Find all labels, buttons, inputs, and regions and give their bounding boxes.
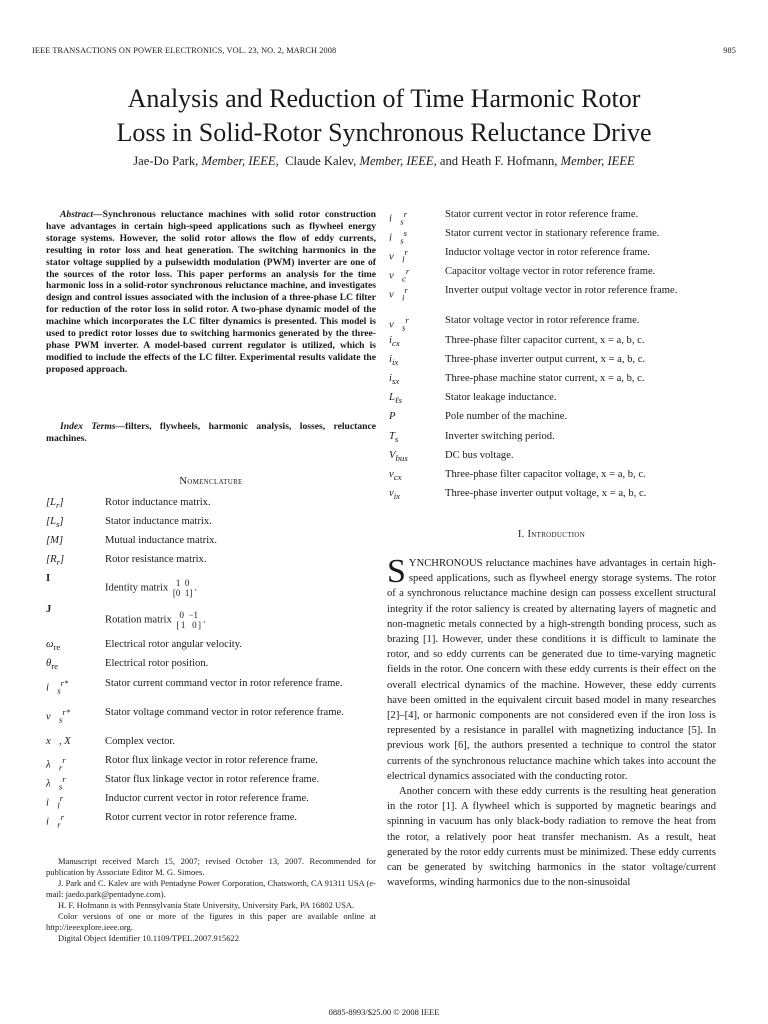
author-3-membership: Member, IEEE xyxy=(560,154,635,168)
definition: Complex vector. xyxy=(105,736,176,747)
definition: Identity matrix [1 0 0 1] . xyxy=(105,578,198,598)
introduction-body xyxy=(387,553,716,890)
drop-cap: S xyxy=(387,553,406,590)
definition: Inductor voltage vector in rotor reference frame. xyxy=(445,247,651,258)
title-line-1: Analysis and Reduction of Time Harmonic Rotor xyxy=(127,84,641,113)
definition: Three-phase filter capacitor current, x = a, b, c. xyxy=(445,335,645,346)
definition: Stator voltage vector in rotor reference frame. xyxy=(445,315,640,326)
symbol: $\theta_{re}$ xyxy=(46,658,59,672)
symbol: $i⃗_s^r$ xyxy=(389,209,408,227)
nomenclature-right xyxy=(387,209,716,509)
symbol: $[L_s]$ xyxy=(46,516,64,530)
definition: Three-phase inverter output current, x = a, b, c. xyxy=(445,354,646,365)
symbol: $v⃗_l^r$ xyxy=(389,247,408,265)
definition: Mutual inductance matrix. xyxy=(105,535,218,546)
definition: Three-phase machine stator current, x = a, b, c. xyxy=(445,373,645,384)
definition: Stator current command vector in rotor reference frame. xyxy=(105,678,343,689)
symbol: $v⃗_i^r$ xyxy=(389,285,408,303)
symbol: $i⃗_s^s$ xyxy=(389,228,408,246)
paper-title xyxy=(20,82,748,150)
author-1: Jae-Do Park, xyxy=(133,154,199,168)
definition: Pole number of the machine. xyxy=(445,411,568,422)
definition: Rotation matrix [0 −1 1 0] . xyxy=(105,610,206,630)
symbol: $i_{sx}$ xyxy=(389,373,400,387)
definition: Rotor inductance matrix. xyxy=(105,497,211,508)
journal-info: IEEE TRANSACTIONS ON POWER ELECTRONICS, VOL. 23, NO. 2, MARCH 2008 xyxy=(32,46,337,55)
symbol: $i_{cx}$ xyxy=(389,335,400,349)
footnote-doi: Digital Object Identifier 10.1109/TPEL.2007.915622 xyxy=(58,933,239,943)
footnote-received: Manuscript received March 15, 2007; revised October 13, 2007. Recommended for publication by Associate Editor M. G. Simoes. xyxy=(46,856,376,877)
page-number: 985 xyxy=(723,46,736,55)
definition: Rotor current vector in rotor reference frame. xyxy=(105,812,298,823)
symbol: x⃗, X⃗ xyxy=(46,736,79,747)
author-1-membership: Member, IEEE xyxy=(201,154,276,168)
abstract-label: Abstract— xyxy=(60,209,103,220)
nomenclature-heading: Nomenclature xyxy=(179,476,243,487)
intro-paragraph-2: Another concern with these eddy currents is the resulting heat generation in the rotor [1]. A flywheel which is supported by magnetic bearings and spinning in vacuum has only black-body radiation to remove the heat from the rotor, a relatively poor heat transfer mechanism. As a result, heat generated by the rotor eddy currents must be minimized. These eddy currents can be generated by switching harmonics in the stator voltage/current waveforms, winding harmonics due to the non-sinusoidal xyxy=(387,786,716,889)
symbol: $L_{\ell s}$ xyxy=(389,392,403,406)
definition: Rotor resistance matrix. xyxy=(105,554,207,565)
symbol: $i⃗_s^{r*}$ xyxy=(46,678,69,696)
definition: Stator voltage command vector in rotor reference frame. xyxy=(105,707,344,718)
definition: Electrical rotor position. xyxy=(105,658,209,669)
symbol: $[R_r]$ xyxy=(46,554,65,568)
definition: Stator current vector in rotor reference frame. xyxy=(445,209,639,220)
index-terms-label: Index Terms— xyxy=(60,421,126,432)
symbol: $\lambda⃗_s^r$ xyxy=(46,774,66,792)
definition: Stator leakage inductance. xyxy=(445,392,557,403)
definition: Inductor current vector in rotor reference frame. xyxy=(105,793,309,804)
definition: Rotor flux linkage vector in rotor reference frame. xyxy=(105,755,318,766)
definition: DC bus voltage. xyxy=(445,450,514,461)
symbol: [M] xyxy=(46,535,64,546)
symbol: $v_{ix}$ xyxy=(389,488,401,502)
footnote-affiliation-1: J. Park and C. Kalev are with Pentadyne Power Corporation, Chatsworth, CA 91311 USA (e-mail: jaedo.park@pentadyne.com). xyxy=(46,878,376,899)
index-terms xyxy=(46,421,376,445)
footnote-color: Color versions of one or more of the figures in this paper are available online at http://ieeexplore.ieee.org. xyxy=(46,911,376,932)
footnotes xyxy=(46,856,376,944)
symbol: $\lambda⃗_r^r$ xyxy=(46,755,66,773)
footnote-affiliation-2: H. F. Hofmann is with Pennsylvania State University, University Park, PA 16802 USA. xyxy=(58,900,355,910)
definition: Three-phase filter capacitor voltage, x = a, b, c. xyxy=(445,469,646,480)
author-list: Jae-Do Park, Member, IEEE, Claude Kalev, Member, IEEE, and Heath F. Hofmann, Member, IEEE xyxy=(133,154,635,168)
symbol: $T_s$ xyxy=(389,431,399,445)
definition: Stator current vector in stationary reference frame. xyxy=(445,228,660,239)
symbol: $V_{bus}$ xyxy=(389,450,408,464)
definition: Inverter output voltage vector in rotor reference frame. xyxy=(445,285,678,296)
author-3: and Heath F. Hofmann, xyxy=(439,154,558,168)
definition: Three-phase inverter output voltage, x = a, b, c. xyxy=(445,488,647,499)
definition: Electrical rotor angular velocity. xyxy=(105,639,242,650)
symbol: $v⃗_c^r$ xyxy=(389,266,410,284)
symbol: J xyxy=(46,604,52,615)
symbol: $i_{ix}$ xyxy=(389,354,399,368)
nomenclature-left xyxy=(46,497,376,837)
symbol: $v⃗_s^r$ xyxy=(389,315,409,333)
symbol: $i⃗_l^r$ xyxy=(46,793,64,811)
intro-paragraph-1: SYNCHRONOUS reluctance machines have advantages in certain high-speed applications, such as flywheel energy storage systems. The rotor of a synchronous reluctance machine design can possess excellent structural integrity if the rotor saliency is created by alternating layers of magnetic and non-magnetic metals connected by a high-strength bonding process, such as brazing [1]. However, under these conditions it is difficult to laminate the rotor, and so eddy currents can be generated due to time-varying magnetic fields in the rotor. One concern with these eddy currents is their effect on the overall electrical dynamics of the machine. However, these eddy currents have been omitted in the equivalent circuit based model in many researches [2]–[4], or harmonic components are not considered even if the iron loss is represented by a resistance in parallel with magnetizing inductance [5]. In previous work [6], the authors presented a technique to control the stator currents of the synchronous reluctance machine which takes into account the electrical dynamics associated with the conducting rotor. xyxy=(387,553,716,782)
symbol: $i⃗_r^r$ xyxy=(46,812,65,830)
definition: Stator inductance matrix. xyxy=(105,516,212,527)
abstract xyxy=(46,209,376,376)
running-header xyxy=(32,46,736,55)
author-2-membership: Member, IEEE xyxy=(359,154,434,168)
symbol: $[L_r]$ xyxy=(46,497,64,511)
author-2: Claude Kalev, xyxy=(285,154,357,168)
abstract-text: Synchronous reluctance machines with solid rotor construction have advantages in certain high-speed applications such as flywheel energy storage systems. However, the solid rotor allows the flow of eddy currents, resulting in rotor loss and heat generation. The switching harmonics in the stator voltage supplied by a pulsewidth modulation (PWM) inverter are one of the sources of the rotor loss. This paper performs an analysis for the time harmonic loss in a solid-rotor synchronous reluctance machine, and investigates design and control issues associated with the inclusion of a three-phase LC filter for reduction of the rotor loss in solid rotor. A two-phase dynamic model of the machine which incorporates the LC filter dynamics is presented. This model is used to predict rotor losses due to switching harmonics generated by the three-phase PWM inverter. A model-based current regulator is utilized, which is modified to include the effects of the LC filter. Experimental results validate the proposed approach. xyxy=(46,209,376,375)
title-line-2: Loss in Solid-Rotor Synchronous Reluctance Drive xyxy=(116,118,652,147)
definition: Inverter switching period. xyxy=(445,431,555,442)
symbol: P xyxy=(389,411,396,422)
symbol: $\omega_{re}$ xyxy=(46,639,61,653)
index-terms-text: filters, flywheels, harmonic analysis, losses, reluctance machines. xyxy=(46,421,376,444)
definition: Stator flux linkage vector in rotor reference frame. xyxy=(105,774,320,785)
symbol: I xyxy=(46,573,51,584)
copyright-footer: 0885-8993/$25.00 © 2008 IEEE xyxy=(328,1007,440,1017)
introduction-heading: I. Introduction xyxy=(517,529,586,540)
definition: Capacitor voltage vector in rotor reference frame. xyxy=(445,266,656,277)
symbol: $v⃗_s^{r*}$ xyxy=(46,707,71,725)
symbol: $v_{cx}$ xyxy=(389,469,402,483)
